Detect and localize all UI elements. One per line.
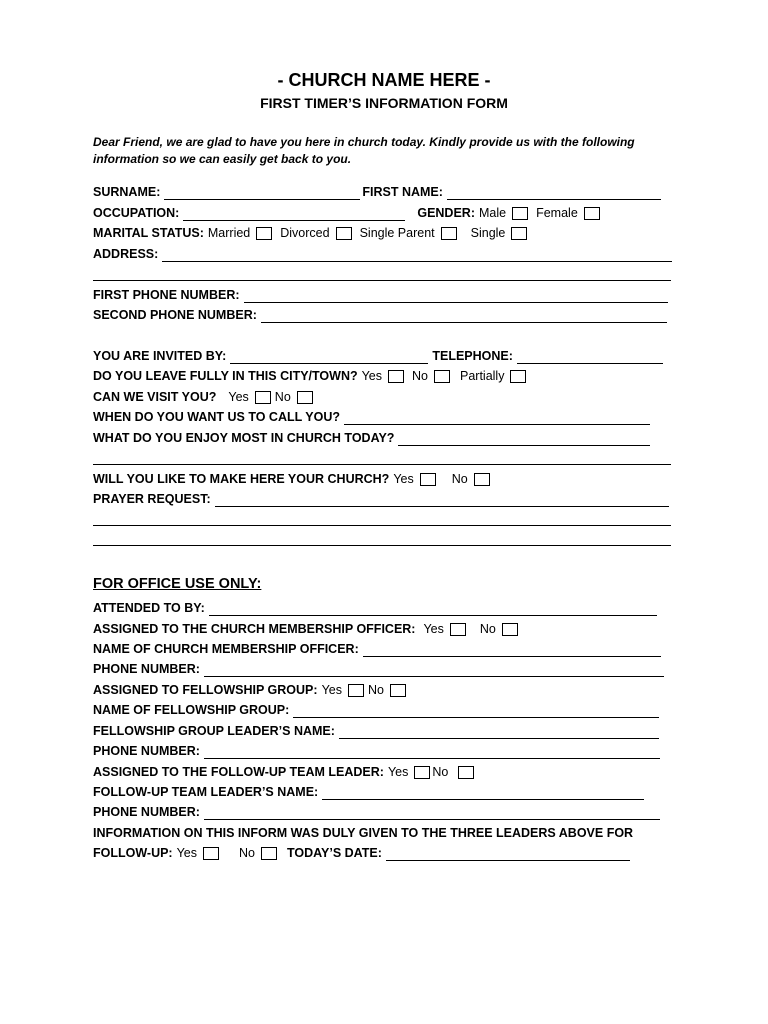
enjoy-most-label: WHAT DO YOU ENJOY MOST IN CHURCH TODAY?	[93, 431, 395, 445]
followup-leader-label: FOLLOW-UP TEAM LEADER’S NAME:	[93, 785, 319, 799]
assigned-fellowship-label: ASSIGNED TO FELLOWSHIP GROUP:	[93, 683, 318, 697]
occupation-row	[93, 203, 608, 223]
gender-label: GENDER:	[417, 206, 475, 220]
final-followup-label: FOLLOW-UP:	[93, 846, 173, 860]
live-partially-label: Partially	[460, 369, 505, 383]
followup-phone-field[interactable]	[204, 805, 660, 820]
prayer-request-label: PRAYER REQUEST:	[93, 492, 211, 506]
invited-by-row	[93, 346, 669, 366]
live-yes-label: Yes	[361, 369, 383, 383]
address-row	[93, 244, 678, 264]
visit-no-label: No	[274, 390, 291, 404]
telephone-field[interactable]	[517, 349, 663, 364]
info-given-row	[93, 823, 637, 843]
attended-by-row	[93, 598, 663, 618]
followup-phone-row	[93, 802, 666, 822]
occupation-field[interactable]	[183, 206, 405, 221]
followup-no-checkbox[interactable]	[458, 766, 474, 779]
single-parent-label: Single Parent	[359, 226, 435, 240]
marital-status-label: MARITAL STATUS:	[93, 226, 204, 240]
address-label: ADDRESS:	[93, 247, 159, 261]
invited-by-label: YOU ARE INVITED BY:	[93, 349, 227, 363]
fellowship-yes-label: Yes	[321, 683, 342, 697]
final-yes-label: Yes	[176, 846, 197, 860]
fellowship-phone-row	[93, 741, 666, 761]
call-when-row	[93, 407, 656, 427]
live-partially-checkbox[interactable]	[510, 370, 526, 383]
fellowship-no-checkbox[interactable]	[390, 684, 406, 697]
membership-no-checkbox[interactable]	[502, 623, 518, 636]
make-church-label: WILL YOU LIKE TO MAKE HERE YOUR CHURCH?	[93, 472, 390, 486]
church-yes-label: Yes	[393, 472, 414, 486]
live-no-label: No	[412, 369, 428, 383]
final-no-checkbox[interactable]	[261, 847, 277, 860]
final-yes-checkbox[interactable]	[203, 847, 219, 860]
fellowship-leader-field[interactable]	[339, 724, 659, 739]
form-title: FIRST TIMER’S INFORMATION FORM	[260, 95, 508, 111]
prayer-request-line-2[interactable]	[93, 525, 671, 526]
marital-status-row	[93, 223, 535, 243]
church-no-label: No	[451, 472, 468, 486]
membership-officer-label: NAME OF CHURCH MEMBERSHIP OFFICER:	[93, 642, 359, 656]
married-label: Married	[207, 226, 251, 240]
visit-yes-checkbox[interactable]	[255, 391, 271, 404]
office-use-title: FOR OFFICE USE ONLY:	[93, 576, 262, 592]
call-when-label: WHEN DO YOU WANT US TO CALL YOU?	[93, 410, 341, 424]
live-in-city-label: DO YOU LEAVE FULLY IN THIS CITY/TOWN?	[93, 369, 358, 383]
second-phone-row	[93, 305, 673, 325]
male-label: Male	[479, 206, 507, 220]
followup-yes-label: Yes	[387, 765, 409, 779]
surname-field[interactable]	[164, 185, 360, 200]
female-checkbox[interactable]	[584, 207, 600, 220]
followup-yes-checkbox[interactable]	[414, 766, 430, 779]
membership-phone-label: PHONE NUMBER:	[93, 662, 200, 676]
surname-label: SURNAME:	[93, 185, 161, 199]
assigned-followup-label: ASSIGNED TO THE FOLLOW-UP TEAM LEADER:	[93, 765, 384, 779]
final-no-label: No	[239, 846, 255, 860]
fellowship-phone-label: PHONE NUMBER:	[93, 744, 200, 758]
fellowship-leader-row	[93, 721, 665, 741]
address-field[interactable]	[162, 247, 672, 262]
assigned-membership-label: ASSIGNED TO THE CHURCH MEMBERSHIP OFFICER:	[93, 622, 416, 636]
assigned-membership-row	[93, 619, 526, 639]
divorced-checkbox[interactable]	[336, 227, 352, 240]
visit-yes-label: Yes	[228, 390, 249, 404]
name-row	[93, 182, 667, 202]
assigned-followup-row	[93, 762, 482, 782]
assigned-fellowship-row	[93, 680, 414, 700]
church-yes-checkbox[interactable]	[420, 473, 436, 486]
visit-label: CAN WE VISIT YOU?	[93, 390, 217, 404]
female-label: Female	[536, 206, 578, 220]
visit-no-checkbox[interactable]	[297, 391, 313, 404]
make-church-row	[93, 469, 498, 489]
first-phone-row	[93, 285, 674, 305]
male-checkbox[interactable]	[512, 207, 528, 220]
fellowship-phone-field[interactable]	[204, 744, 660, 759]
membership-officer-row	[93, 639, 667, 659]
todays-date-label: TODAY’S DATE:	[286, 846, 382, 860]
second-phone-field[interactable]	[261, 308, 667, 323]
second-phone-label: SECOND PHONE NUMBER:	[93, 308, 257, 322]
todays-date-field[interactable]	[386, 846, 630, 861]
live-in-city-row	[93, 366, 534, 386]
fellowship-name-label: NAME OF FELLOWSHIP GROUP:	[93, 703, 290, 717]
attended-by-field[interactable]	[209, 601, 657, 616]
occupation-label: OCCUPATION:	[93, 206, 180, 220]
divorced-label: Divorced	[280, 226, 330, 240]
fellowship-yes-checkbox[interactable]	[348, 684, 364, 697]
attended-by-label: ATTENDED TO BY:	[93, 601, 205, 615]
intro-text: Dear Friend, we are glad to have you here in church today. Kindly provide us with the following information so we can easily get back to you.	[93, 135, 635, 166]
info-given-label: INFORMATION ON THIS INFORM WAS DULY GIVEN TO THE THREE LEADERS ABOVE FOR	[93, 826, 634, 840]
enjoy-most-line-2[interactable]	[93, 464, 671, 465]
fellowship-no-label: No	[367, 683, 384, 697]
membership-no-label: No	[479, 622, 496, 636]
followup-phone-label: PHONE NUMBER:	[93, 805, 200, 819]
church-no-checkbox[interactable]	[474, 473, 490, 486]
first-name-label: FIRST NAME:	[362, 185, 443, 199]
membership-phone-row	[93, 659, 670, 679]
fellowship-name-field[interactable]	[293, 703, 659, 718]
single-checkbox[interactable]	[511, 227, 527, 240]
final-followup-row	[93, 843, 636, 863]
telephone-label: TELEPHONE:	[432, 349, 513, 363]
fellowship-name-row	[93, 700, 665, 720]
married-checkbox[interactable]	[256, 227, 272, 240]
live-yes-checkbox[interactable]	[388, 370, 404, 383]
church-name-title: - CHURCH NAME HERE -	[277, 70, 491, 90]
enjoy-most-field[interactable]	[398, 431, 650, 446]
membership-phone-field[interactable]	[204, 662, 664, 677]
membership-yes-checkbox[interactable]	[450, 623, 466, 636]
prayer-request-line-3[interactable]	[93, 545, 671, 546]
live-no-checkbox[interactable]	[434, 370, 450, 383]
enjoy-most-row	[93, 428, 656, 448]
membership-yes-label: Yes	[423, 622, 444, 636]
visit-row	[93, 387, 321, 407]
single-label: Single	[470, 226, 506, 240]
invited-by-field[interactable]	[230, 349, 428, 364]
first-name-field[interactable]	[447, 185, 661, 200]
call-when-field[interactable]	[344, 410, 650, 425]
single-parent-checkbox[interactable]	[441, 227, 457, 240]
followup-leader-row	[93, 782, 650, 802]
prayer-request-field[interactable]	[215, 492, 669, 507]
followup-leader-field[interactable]	[322, 785, 644, 800]
address-line-2[interactable]	[93, 280, 671, 281]
followup-no-label: No	[432, 765, 449, 779]
fellowship-leader-label: FELLOWSHIP GROUP LEADER’S NAME:	[93, 724, 335, 738]
first-phone-label: FIRST PHONE NUMBER:	[93, 288, 240, 302]
prayer-request-row	[93, 489, 675, 509]
membership-officer-field[interactable]	[363, 642, 661, 657]
first-phone-field[interactable]	[244, 288, 668, 303]
